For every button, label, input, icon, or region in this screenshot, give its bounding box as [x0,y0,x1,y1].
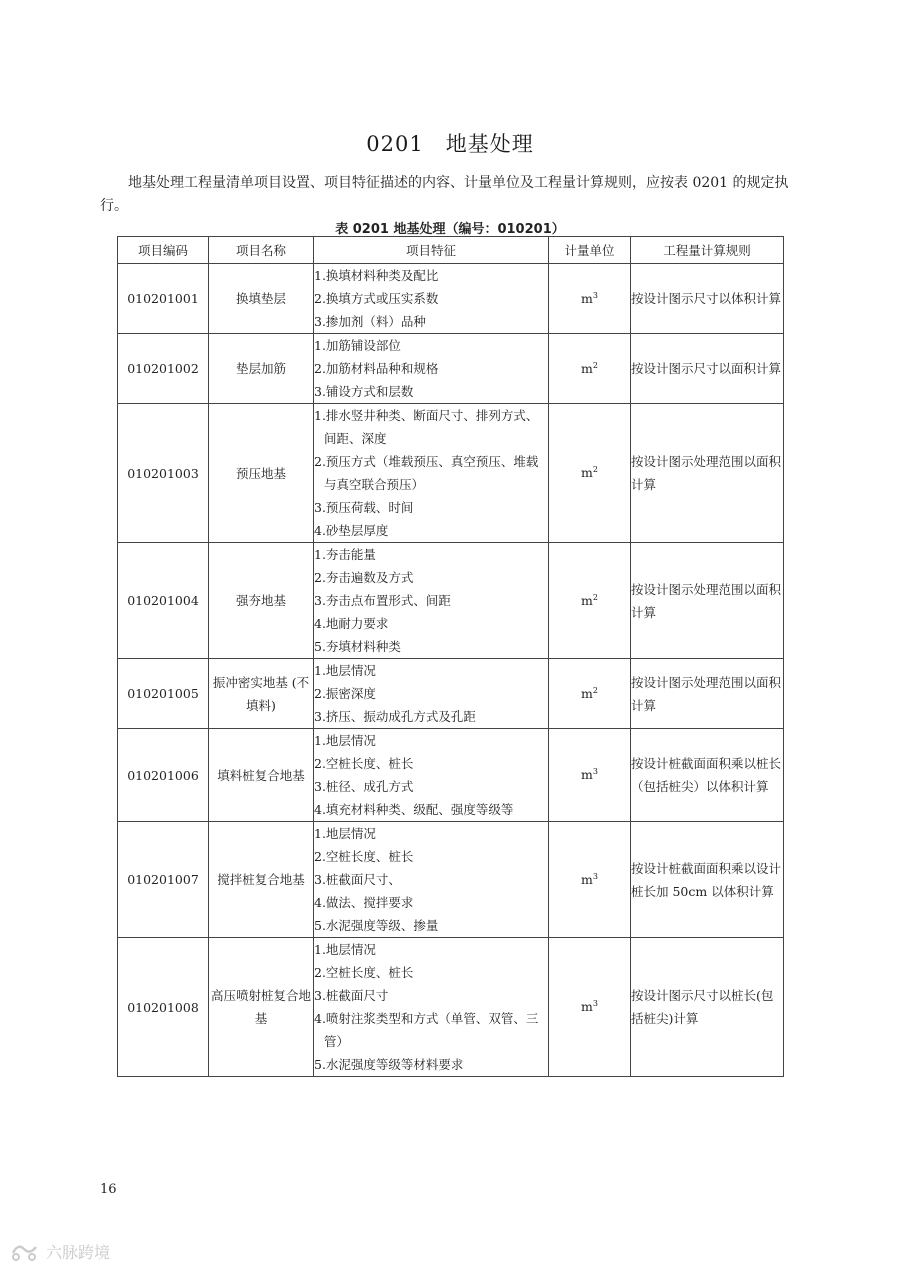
unit-base: m [581,291,593,307]
cell-name: 换填垫层 [209,264,314,334]
cell-code: 010201004 [118,543,209,659]
unit-exponent: 2 [592,360,598,370]
cell-features [314,334,549,404]
cell-features [314,264,549,334]
feature-item: 3.夯击点布置形式、间距 [314,593,451,608]
cell-unit [549,334,631,404]
watermark [10,1240,110,1263]
table-body [118,264,784,1077]
table-row [118,729,784,822]
table-caption: 表 0201 地基处理（编号：010201） [335,222,565,237]
watermark-text: 六脉跨境 [46,1243,111,1262]
cell-rule: 按设计桩截面面积乘以设计桩长加 50cm 以体积计算 [631,822,784,938]
cell-unit [549,264,631,334]
header-unit: 计量单位 [549,237,631,264]
feature-item: 2.预压方式（堆载预压、真空预压、堆载与真空联合预压） [314,454,539,492]
unit-base: m [581,999,593,1015]
cell-rule: 按设计图示处理范围以面积计算 [631,543,784,659]
unit-base: m [581,361,593,377]
table-row [118,822,784,938]
page-title: 0201 地基处理 [366,132,534,156]
cell-code: 010201008 [118,938,209,1077]
feature-item: 1.夯击能量 [314,547,376,562]
cell-features [314,822,549,938]
cell-name: 填料桩复合地基 [209,729,314,822]
feature-item: 1.地层情况 [314,663,376,678]
cell-code: 010201005 [118,659,209,729]
cell-name: 振冲密实地基 (不填料) [209,659,314,729]
table-header-row [118,237,784,264]
feature-item: 2.加筋材料品种和规格 [314,361,439,376]
cell-name: 垫层加筋 [209,334,314,404]
cell-code: 010201007 [118,822,209,938]
cell-code: 010201003 [118,404,209,543]
feature-item: 5.夯填材料种类 [314,639,401,654]
feature-item: 3.预压荷载、时间 [314,500,414,515]
feature-item: 2.空桩长度、桩长 [314,756,414,771]
unit-base: m [581,593,593,609]
unit-exponent: 3 [592,871,598,881]
unit-base: m [581,872,593,888]
unit-base: m [581,465,593,481]
unit-exponent: 2 [592,592,598,602]
header-rule: 工程量计算规则 [631,237,784,264]
cell-rule: 按设计图示尺寸以面积计算 [631,334,784,404]
cell-unit [549,659,631,729]
unit-exponent: 3 [592,290,598,300]
cell-unit [549,729,631,822]
table-row [118,938,784,1077]
feature-item: 3.桩截面尺寸、 [314,872,401,887]
header-features: 项目特征 [314,237,549,264]
feature-item: 3.桩截面尺寸 [314,988,389,1003]
cell-features [314,729,549,822]
cell-code: 010201001 [118,264,209,334]
feature-item: 1.换填材料种类及配比 [314,268,439,283]
cell-rule: 按设计图示处理范围以面积计算 [631,659,784,729]
feature-item: 3.铺设方式和层数 [314,384,414,399]
feature-item: 2.振密深度 [314,686,376,701]
table-row [118,543,784,659]
cell-code: 010201006 [118,729,209,822]
unit-exponent: 3 [592,767,598,777]
unit-exponent: 2 [592,685,598,695]
cell-unit [549,404,631,543]
feature-item: 1.地层情况 [314,826,376,841]
page-number: 16 [100,1182,117,1197]
unit-base: m [581,686,593,702]
feature-item: 2.空桩长度、桩长 [314,849,414,864]
intro-paragraph: 地基处理工程量清单项目设置、项目特征描述的内容、计量单位及工程量计算规则，应按表 0201 的规定执行。 [100,175,789,214]
header-name: 项目名称 [209,237,314,264]
feature-item: 4.喷射注浆类型和方式（单管、双管、三管） [314,1011,539,1049]
feature-item: 1.地层情况 [314,942,376,957]
cell-features [314,938,549,1077]
cell-name: 搅拌桩复合地基 [209,822,314,938]
table-row [118,264,784,334]
feature-item: 5.水泥强度等级等材料要求 [314,1057,464,1072]
cell-features [314,543,549,659]
foundation-treatment-table [117,236,784,1077]
cell-unit [549,822,631,938]
feature-item: 3.掺加剂（料）品种 [314,314,426,329]
cell-unit [549,938,631,1077]
cell-code: 010201002 [118,334,209,404]
feature-item: 4.做法、搅拌要求 [314,895,414,910]
feature-item: 1.加筋铺设部位 [314,338,401,353]
feature-item: 1.地层情况 [314,733,376,748]
table-row [118,334,784,404]
feature-item: 2.换填方式或压实系数 [314,291,439,306]
feature-item: 4.填充材料种类、级配、强度等级等 [314,802,514,817]
unit-exponent: 3 [592,999,598,1009]
unit-base: m [581,767,593,783]
feature-item: 2.空桩长度、桩长 [314,965,414,980]
feature-item: 4.地耐力要求 [314,616,389,631]
cell-name: 预压地基 [209,404,314,543]
table-row [118,404,784,543]
cell-name: 强夯地基 [209,543,314,659]
feature-item: 1.排水竖井种类、断面尺寸、排列方式、间距、深度 [314,408,539,446]
watermark-logo-icon [10,1241,40,1263]
cell-unit [549,543,631,659]
table-row [118,659,784,729]
header-code: 项目编码 [118,237,209,264]
cell-name: 高压喷射桩复合地基 [209,938,314,1077]
feature-item: 3.桩径、成孔方式 [314,779,414,794]
cell-features [314,404,549,543]
feature-item: 5.水泥强度等级、掺量 [314,918,439,933]
feature-item: 3.挤压、振动成孔方式及孔距 [314,709,476,724]
unit-exponent: 2 [592,465,598,475]
cell-rule: 按设计图示尺寸以桩长(包括桩尖)计算 [631,938,784,1077]
feature-item: 4.砂垫层厚度 [314,523,389,538]
feature-item: 2.夯击遍数及方式 [314,570,414,585]
cell-rule: 按设计图示尺寸以体积计算 [631,264,784,334]
cell-rule: 按设计桩截面面积乘以桩长（包括桩尖）以体积计算 [631,729,784,822]
cell-features [314,659,549,729]
cell-rule: 按设计图示处理范围以面积计算 [631,404,784,543]
